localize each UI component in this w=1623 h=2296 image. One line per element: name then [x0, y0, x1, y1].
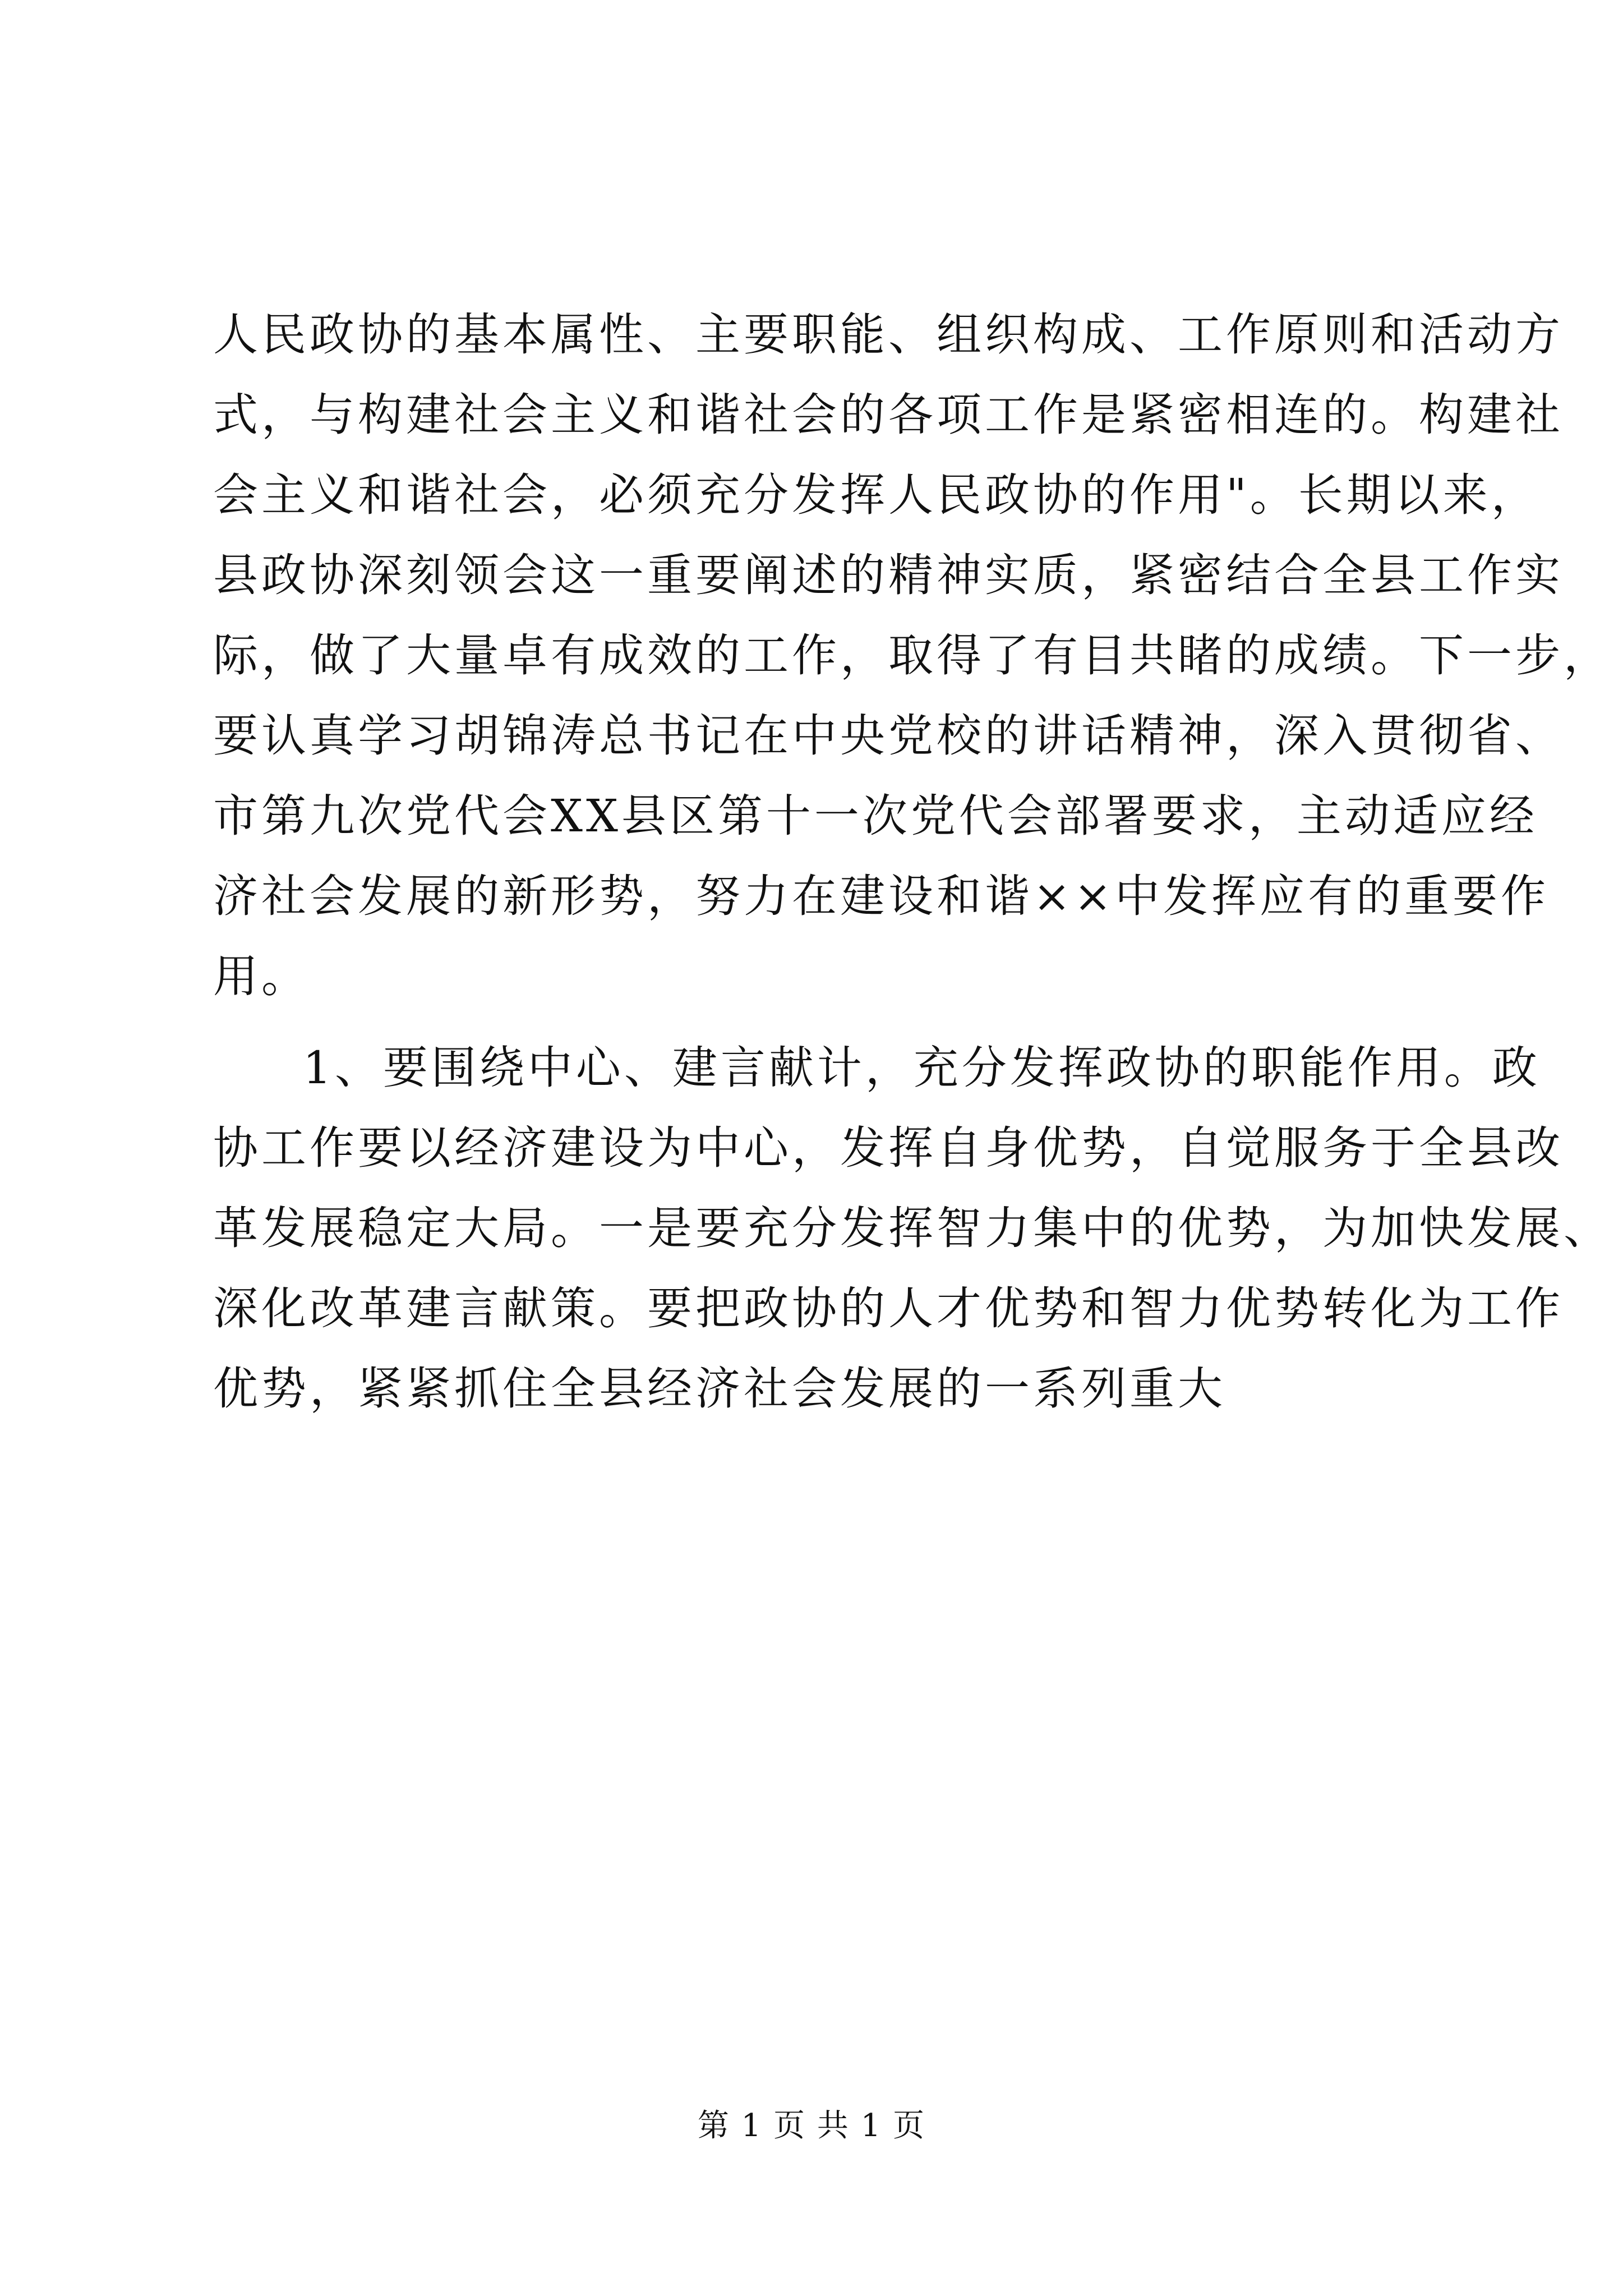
text-line: 用。 — [213, 950, 310, 1002]
paragraph-2 — [213, 1028, 1612, 1429]
text-line: 人民政协的基本属性、主要职能、组织构成、工作原则和活动方 — [213, 309, 1564, 361]
document-body — [213, 295, 1612, 1429]
text-line: 济社会发展的新形势，努力在建设和谐××中发挥应有的重要作 — [213, 870, 1550, 922]
text-line: 革发展稳定大局。一是要充分发挥智力集中的优势，为加快发展、 — [213, 1202, 1612, 1254]
text-line: 优势，紧紧抓住全县经济社会发展的一系列重大 — [213, 1363, 1226, 1415]
paragraph-1 — [213, 295, 1612, 1016]
text-line: 要认真学习胡锦涛总书记在中央党校的讲话精神，深入贯彻省、 — [213, 710, 1564, 762]
text-line: 协工作要以经济建设为中心，发挥自身优势，自觉服务于全县改 — [213, 1122, 1564, 1174]
page-number: 第 1 页 共 1 页 — [697, 2108, 926, 2144]
text-line: 会主义和谐社会，必须充分发挥人民政协的作用"。长期以来， — [213, 469, 1539, 521]
text-line: 市第九次党代会XX县区第十一次党代会部署要求，主动适应经 — [213, 790, 1538, 842]
text-line: 县政协深刻领会这一重要阐述的精神实质，紧密结合全县工作实 — [213, 549, 1564, 601]
text-line: 际，做了大量卓有成效的工作，取得了有目共睹的成绩。下一步， — [213, 629, 1612, 682]
text-line: 1、要围绕中心、建言献计，充分发挥政协的职能作用。政 — [303, 1042, 1541, 1094]
page-footer — [0, 2106, 1623, 2146]
text-line: 深化改革建言献策。要把政协的人才优势和智力优势转化为工作 — [213, 1282, 1564, 1335]
text-line: 式，与构建社会主义和谐社会的各项工作是紧密相连的。构建社 — [213, 389, 1564, 441]
